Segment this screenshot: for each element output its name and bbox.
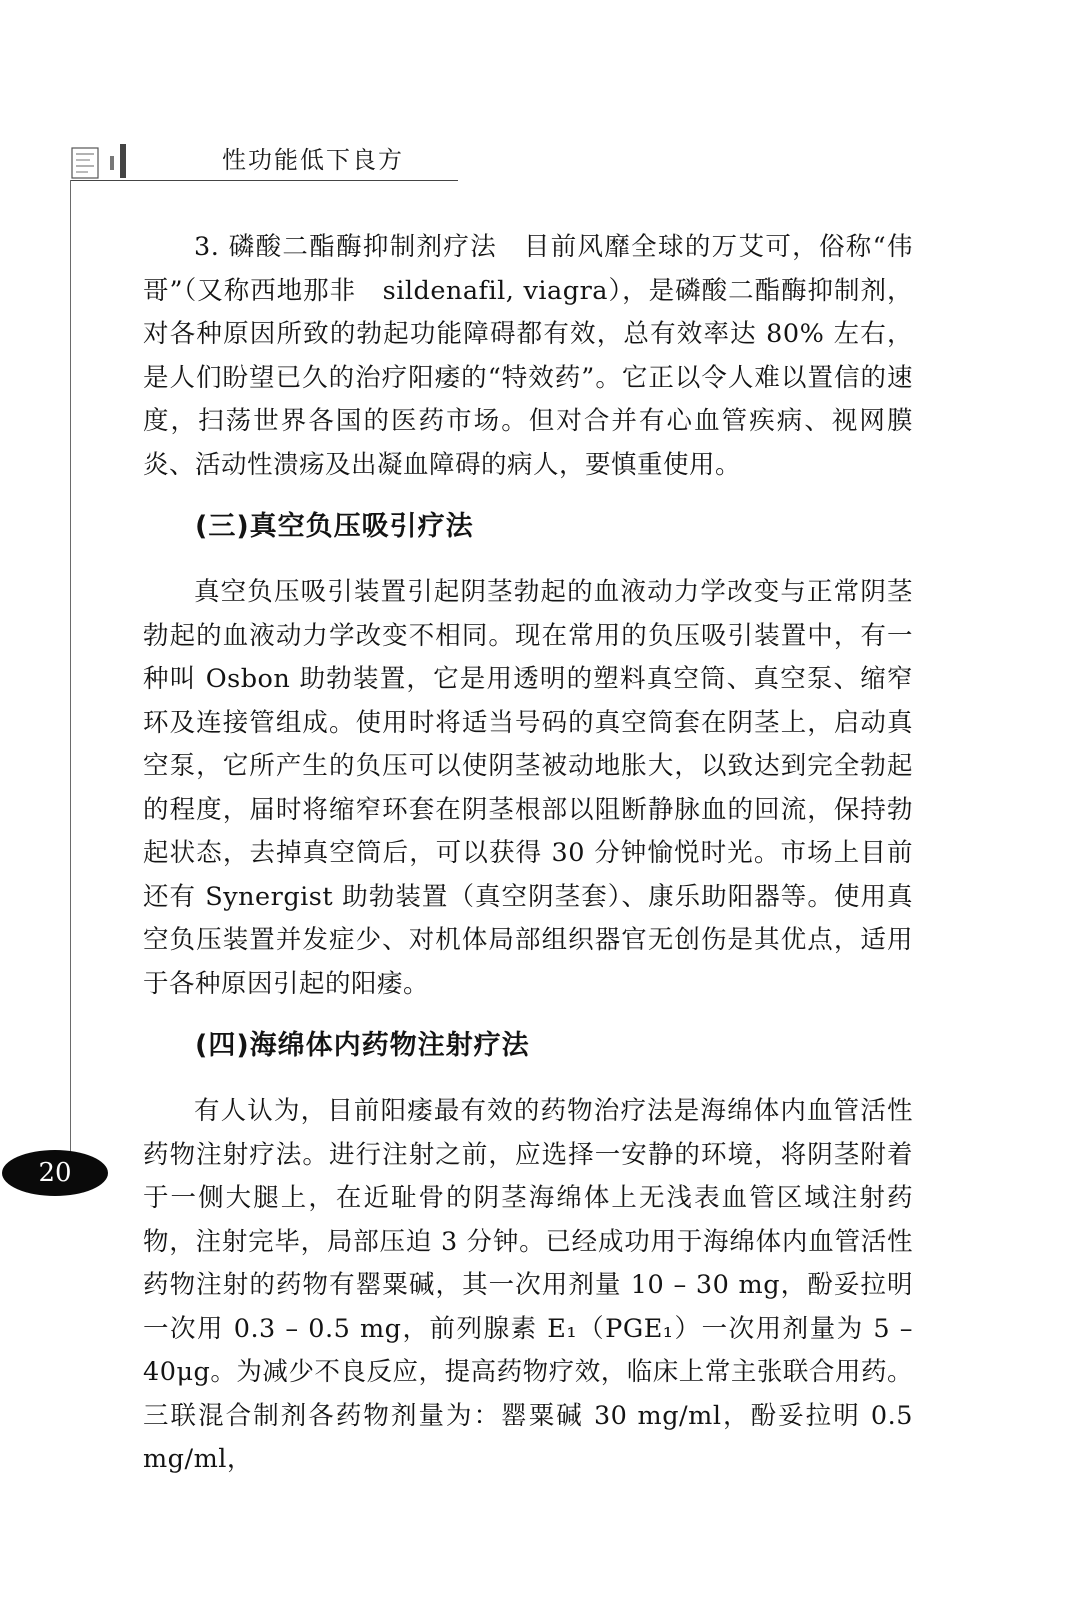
paragraph-vacuum-device: 真空负压吸引装置引起阴茎勃起的血液动力学改变与正常阴茎勃起的血液动力学改变不相同。现在常用的负压吸引装置中，有一种叫 Osbon 助勃装置，它是用透明的塑料真空筒、真空泵、缩窄环及连接管组成。使用时将适当号码的真空筒套在阴茎上，启动真空泵，它所产生的负压可以使阴茎被动地胀大，以致达到完全勃起的程度，届时将缩窄环套在阴茎根部以阻断静脉血的回流，保持勃起状态，去掉真空筒后，可以获得 30 分钟愉悦时光。市场上目前还有 Synergist 助勃装置（真空阴茎套）、康乐助阳器等。使用真空负压装置并发症少、对机体局部组织器官无创伤是其优点，适用于各种原因引起的阳痿。: [143, 577, 913, 999]
page-number: 20: [2, 1150, 108, 1196]
section-heading-vacuum: (三)真空负压吸引疗法: [195, 511, 474, 542]
header-rule: [70, 180, 458, 181]
running-title: 性功能低下良方: [222, 146, 404, 174]
margin-rule: [70, 180, 71, 1155]
section-heading-injection: (四)海绵体内药物注射疗法: [195, 1030, 530, 1061]
paragraph-pde5-inhibitor: 3. 磷酸二酯酶抑制剂疗法 目前风靡全球的万艾可，俗称“伟哥”（又称西地那非 sildenafil, viagra），是磷酸二酯酶抑制剂，对各种原因所致的勃起功能障碍都有效，总有效率达 80% 左右，是人们盼望已久的治疗阳痿的“特效药”。它正以令人难以置信的速度，扫荡世界各国的医药市场。但对合并有心血管疾病、视网膜炎、活动性溃疡及出凝血障碍的病人，要慎重使用。: [143, 232, 913, 480]
paragraph-injection-therapy: 有人认为，目前阳痿最有效的药物治疗法是海绵体内血管活性药物注射疗法。进行注射之前，应选择一安静的环境，将阴茎附着于一侧大腿上，在近耻骨的阴茎海绵体上无浅表血管区域注射药物，注射完毕，局部压迫 3 分钟。已经成功用于海绵体内血管活性药物注射的药物有罂粟碱，其一次用剂量 10 – 30 mg，酚妥拉明一次用 0.3 – 0.5 mg，前列腺素 E₁（PGE₁）一次用剂量为 5 – 40μg。为减少不良反应，提高药物疗效，临床上常主张联合用药。三联混合制剂各药物剂量为：罂粟碱 30 mg/ml，酚妥拉明 0.5 mg/ml，: [143, 1096, 913, 1474]
page-body: [143, 226, 913, 1482]
header-ornament-icon: [70, 138, 140, 184]
